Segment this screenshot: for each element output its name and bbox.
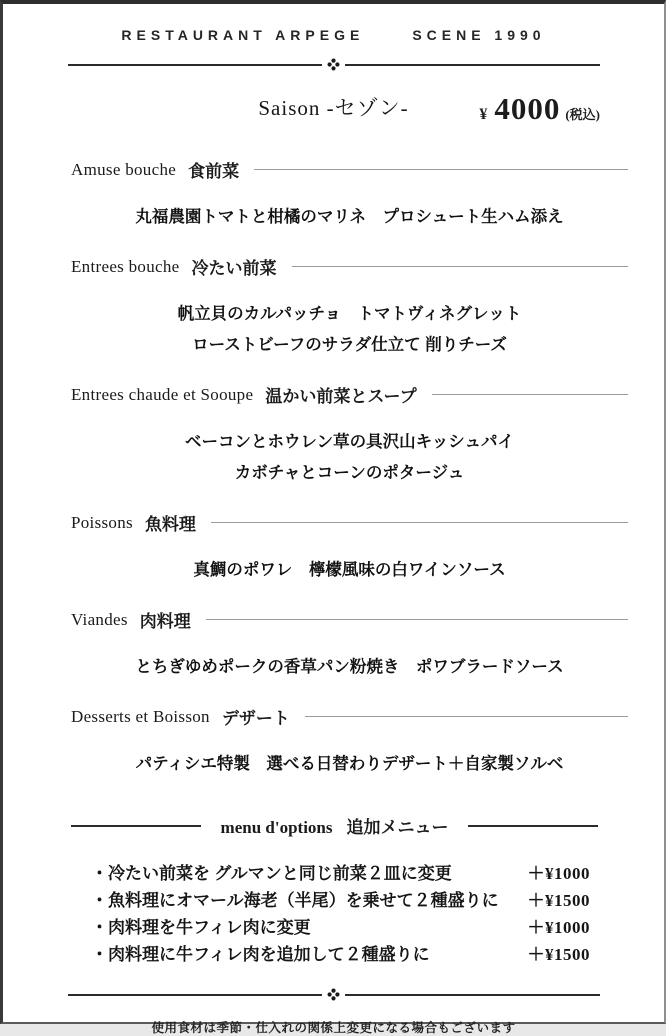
section-rule bbox=[432, 394, 628, 395]
divider-rule-right bbox=[345, 64, 600, 66]
section-rule bbox=[211, 522, 628, 523]
option-price: ＋¥1000 bbox=[527, 918, 590, 937]
option-label: 肉料理を牛フィレ肉に変更 bbox=[108, 918, 311, 937]
section-label-jp: 肉料理 bbox=[139, 612, 191, 631]
course-sections bbox=[3, 157, 664, 775]
section-label-jp: 温かい前菜とスープ bbox=[265, 387, 417, 406]
scene-label: SCENE 1990 bbox=[412, 27, 546, 43]
option-price: ＋¥1500 bbox=[527, 891, 590, 910]
section-heading bbox=[71, 510, 628, 535]
option-text bbox=[91, 941, 430, 968]
price-block bbox=[479, 91, 600, 127]
divider-rule-left bbox=[68, 994, 323, 996]
option-price: ＋¥1500 bbox=[527, 945, 590, 964]
options-heading bbox=[71, 813, 598, 838]
options-title-fr: menu d'options bbox=[220, 818, 333, 837]
section-desserts bbox=[71, 704, 628, 775]
option-label: 冷たい前菜を グルマンと同じ前菜２皿に変更 bbox=[108, 864, 452, 883]
section-label-jp: 冷たい前菜 bbox=[191, 259, 277, 278]
options-title bbox=[221, 813, 449, 838]
options-rule-right bbox=[468, 825, 598, 827]
option-label: 肉料理に牛フィレ肉を追加して２種盛りに bbox=[108, 945, 430, 964]
dish-item: カボチャとコーンのポタージュ bbox=[234, 464, 465, 482]
cross-ornament-icon bbox=[327, 988, 340, 1001]
dish-item: 丸福農園トマトと柑橘のマリネ プロシュート生ハム添え bbox=[135, 208, 564, 226]
option-row bbox=[71, 887, 598, 914]
options-rule-left bbox=[71, 825, 201, 827]
section-label-fr: Desserts et Boisson bbox=[71, 706, 210, 726]
section-label-fr: Entrees bouche bbox=[71, 256, 180, 276]
price-value: 4000 bbox=[494, 91, 561, 126]
section-rule bbox=[305, 716, 628, 717]
section-heading bbox=[71, 607, 628, 632]
section-label-jp: 魚料理 bbox=[144, 515, 196, 534]
section-heading bbox=[71, 254, 628, 279]
section-heading bbox=[71, 704, 628, 729]
bottom-divider bbox=[68, 988, 600, 1001]
section-amuse-bouche bbox=[71, 157, 628, 228]
option-price: ＋¥1000 bbox=[527, 864, 590, 883]
section-heading bbox=[71, 157, 628, 182]
masthead bbox=[3, 27, 664, 43]
options-section bbox=[3, 813, 664, 968]
section-entrees-chaude bbox=[71, 382, 628, 484]
options-list bbox=[71, 860, 598, 968]
dish-item: 真鯛のポワレ 檸檬風味の白ワインソース bbox=[193, 561, 506, 579]
section-rule bbox=[206, 619, 628, 620]
section-entrees-bouche bbox=[71, 254, 628, 356]
option-label: 魚料理にオマール海老（半尾）を乗せて２種盛りに bbox=[108, 891, 499, 910]
section-label-fr: Poissons bbox=[71, 512, 133, 532]
divider-rule-right bbox=[345, 994, 600, 996]
cross-ornament-icon bbox=[327, 58, 340, 71]
option-row bbox=[71, 914, 598, 941]
tax-note: (税込) bbox=[565, 107, 600, 122]
option-text bbox=[91, 887, 499, 914]
section-label-jp: デザート bbox=[221, 709, 290, 728]
section-label-fr: Viandes bbox=[71, 609, 128, 629]
section-label-jp: 食前菜 bbox=[188, 162, 240, 181]
currency-symbol: ¥ bbox=[479, 106, 488, 123]
option-row bbox=[71, 941, 598, 968]
bullet: ・ bbox=[91, 945, 108, 964]
top-divider bbox=[68, 58, 600, 71]
option-row bbox=[71, 860, 598, 887]
bullet: ・ bbox=[91, 864, 108, 883]
dish-item: とちぎゆめポークの香草パン粉焼き ポワブラードソース bbox=[135, 658, 564, 676]
divider-rule-left bbox=[68, 64, 323, 66]
section-viandes bbox=[71, 607, 628, 678]
bullet: ・ bbox=[91, 918, 108, 937]
restaurant-name: RESTAURANT ARPEGE bbox=[121, 27, 365, 43]
section-rule bbox=[292, 266, 628, 267]
dish-item: ローストビーフのサラダ仕立て 削りチーズ bbox=[192, 336, 507, 354]
section-label-fr: Entrees chaude et Sooupe bbox=[71, 384, 254, 404]
bullet: ・ bbox=[91, 891, 108, 910]
dish-item: ベーコンとホウレン草の具沢山キッシュパイ bbox=[185, 433, 514, 451]
dish-item: パティシエ特製 選べる日替わりデザート＋自家製ソルベ bbox=[135, 755, 564, 773]
section-heading bbox=[71, 382, 628, 407]
title-row bbox=[3, 93, 664, 127]
course-title: Saison -セゾン- bbox=[258, 96, 409, 120]
section-poissons bbox=[71, 510, 628, 581]
section-rule bbox=[254, 169, 628, 170]
section-label-fr: Amuse bouche bbox=[71, 159, 177, 179]
option-text bbox=[91, 860, 452, 887]
option-text bbox=[91, 914, 311, 941]
footer-note: 使用食材は季節・仕入れの関係上変更になる場合もございます bbox=[151, 1021, 516, 1035]
options-title-jp: 追加メニュー bbox=[346, 818, 449, 837]
dish-item: 帆立貝のカルパッチョ トマトヴィネグレット bbox=[177, 305, 522, 323]
